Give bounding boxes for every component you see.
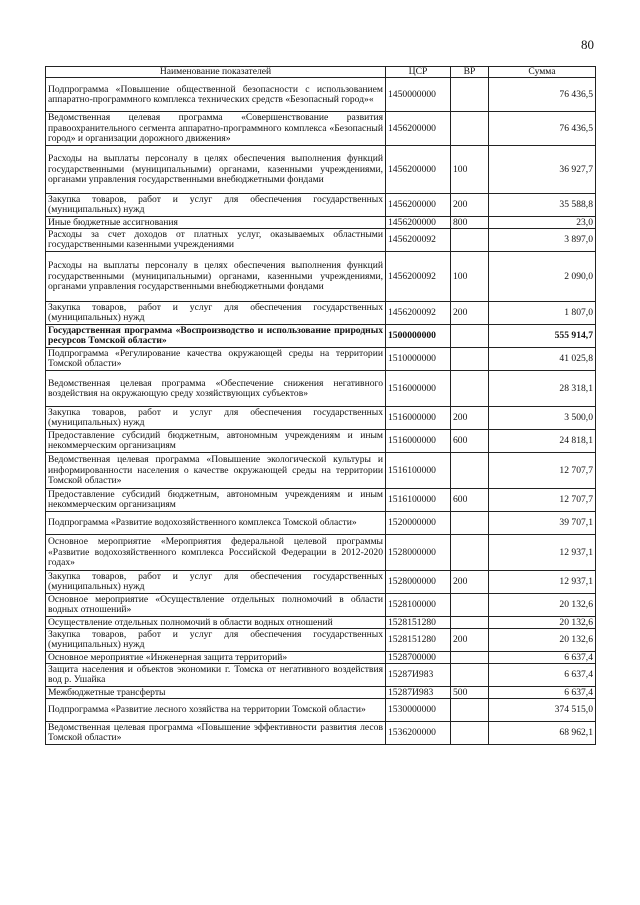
cell-csr: 1528000000 [386, 535, 451, 571]
column-header-csr: ЦСР [386, 67, 451, 78]
cell-name: Предоставление субсидий бюджетным, автономным учреждениям и иным некоммерческим организациям [46, 430, 386, 453]
cell-vr: 200 [451, 407, 489, 430]
page-number: 80 [581, 37, 594, 52]
table-row [46, 112, 596, 146]
cell-vr: 200 [451, 194, 489, 217]
cell-name: Подпрограмма «Регулирование качества окружающей среды на территории Томской области» [46, 348, 386, 371]
table-row [46, 629, 596, 652]
cell-sum: 12 937,1 [489, 535, 596, 571]
cell-csr: 1456200000 [386, 112, 451, 146]
cell-csr: 1516000000 [386, 430, 451, 453]
cell-sum: 36 927,7 [489, 146, 596, 194]
cell-name: Основное мероприятие «Осуществление отдельных полномочий в области водных отношений» [46, 594, 386, 617]
cell-name: Основное мероприятие «Инженерная защита территорий» [46, 652, 386, 664]
cell-csr: 1528100000 [386, 594, 451, 617]
cell-csr: 1528000000 [386, 571, 451, 594]
cell-sum: 1 807,0 [489, 302, 596, 325]
cell-vr: 100 [451, 146, 489, 194]
cell-csr: 1456200000 [386, 146, 451, 194]
cell-sum: 41 025,8 [489, 348, 596, 371]
cell-name: Государственная программа «Воспроизводство и использование природных ресурсов Томской области» [46, 325, 386, 348]
cell-vr [451, 722, 489, 745]
cell-sum: 20 132,6 [489, 629, 596, 652]
table-row [46, 571, 596, 594]
column-header-vr: ВР [451, 67, 489, 78]
cell-name: Закупка товаров, работ и услуг для обеспечения государственных (муниципальных) нужд [46, 302, 386, 325]
cell-name: Иные бюджетные ассигнования [46, 217, 386, 229]
cell-sum: 6 637,4 [489, 664, 596, 687]
cell-name: Подпрограмма «Повышение общественной безопасности с использованием аппаратно-программного комплекса технических средств «Безопасный город»« [46, 78, 386, 112]
cell-sum: 24 818,1 [489, 430, 596, 453]
cell-name: Расходы на выплаты персоналу в целях обеспечения выполнения функций государственными (муниципальными) органами, казенными учреждениями, органами управления государственными внебюджетными фондами [46, 252, 386, 302]
cell-name: Ведомственная целевая программа «Повышение эффективности развития лесов Томской области» [46, 722, 386, 745]
table-row [46, 146, 596, 194]
cell-vr [451, 664, 489, 687]
cell-sum: 28 318,1 [489, 371, 596, 407]
table-row [46, 617, 596, 629]
table-row [46, 302, 596, 325]
cell-name: Осуществление отдельных полномочий в области водных отношений [46, 617, 386, 629]
table-row [46, 535, 596, 571]
cell-sum: 3 897,0 [489, 229, 596, 252]
cell-name: Ведомственная целевая программа «Повышение экологической культуры и информированности населения о качестве окружающей среды на территории Томской области» [46, 453, 386, 489]
cell-name: Ведомственная целевая программа «Совершенствование развития правоохранительного сегмента аппаратно-программного комплекса «Безопасный город» и организации дорожного движения» [46, 112, 386, 146]
cell-vr [451, 699, 489, 722]
cell-name: Закупка товаров, работ и услуг для обеспечения государственных (муниципальных) нужд [46, 407, 386, 430]
cell-csr: 1516000000 [386, 371, 451, 407]
cell-vr: 200 [451, 302, 489, 325]
cell-csr: 1456200092 [386, 302, 451, 325]
cell-vr [451, 512, 489, 535]
cell-vr: 600 [451, 430, 489, 453]
cell-sum: 39 707,1 [489, 512, 596, 535]
cell-sum: 3 500,0 [489, 407, 596, 430]
cell-csr: 1456200000 [386, 217, 451, 229]
cell-name: Основное мероприятие «Мероприятия федеральной целевой программы «Развитие водохозяйственного комплекса Российской Федерации в 2012-2020 годах» [46, 535, 386, 571]
cell-name: Расходы за счет доходов от платных услуг, оказываемых областными государственными казенными учреждениями [46, 229, 386, 252]
cell-vr: 500 [451, 687, 489, 699]
cell-csr: 1500000000 [386, 325, 451, 348]
table-row [46, 512, 596, 535]
cell-vr [451, 617, 489, 629]
cell-vr: 200 [451, 629, 489, 652]
column-header-sum: Сумма [489, 67, 596, 78]
cell-vr [451, 229, 489, 252]
table-row [46, 489, 596, 512]
cell-csr: 1528700000 [386, 652, 451, 664]
cell-name: Ведомственная целевая программа «Обеспечение снижения негативного воздействия на окружающую среду хозяйствующих субъектов» [46, 371, 386, 407]
table-row [46, 371, 596, 407]
table-row [46, 252, 596, 302]
cell-csr: 1456200092 [386, 252, 451, 302]
cell-name: Предоставление субсидий бюджетным, автономным учреждениям и иным некоммерческим организациям [46, 489, 386, 512]
cell-sum: 35 588,8 [489, 194, 596, 217]
table-row [46, 722, 596, 745]
cell-sum: 20 132,6 [489, 594, 596, 617]
cell-name: Подпрограмма «Развитие лесного хозяйства на территории Томской области» [46, 699, 386, 722]
table-row [46, 194, 596, 217]
cell-csr: 1516100000 [386, 489, 451, 512]
table-row [46, 699, 596, 722]
table-row [46, 430, 596, 453]
cell-csr: 1528151280 [386, 617, 451, 629]
table-row [46, 325, 596, 348]
table-row [46, 229, 596, 252]
cell-vr: 100 [451, 252, 489, 302]
cell-sum: 23,0 [489, 217, 596, 229]
cell-sum: 555 914,7 [489, 325, 596, 348]
cell-csr: 15287И983 [386, 664, 451, 687]
cell-csr: 1450000000 [386, 78, 451, 112]
table-row [46, 594, 596, 617]
cell-csr: 1510000000 [386, 348, 451, 371]
cell-sum: 76 436,5 [489, 112, 596, 146]
table-body [46, 78, 596, 745]
cell-csr: 1456200000 [386, 194, 451, 217]
cell-vr [451, 78, 489, 112]
cell-name: Закупка товаров, работ и услуг для обеспечения государственных (муниципальных) нужд [46, 194, 386, 217]
cell-sum: 2 090,0 [489, 252, 596, 302]
cell-vr [451, 348, 489, 371]
cell-csr: 1520000000 [386, 512, 451, 535]
cell-name: Расходы на выплаты персоналу в целях обеспечения выполнения функций государственными (муниципальными) органами, казенными учреждениями, органами управления государственными внебюджетными фондами [46, 146, 386, 194]
cell-csr: 1516000000 [386, 407, 451, 430]
cell-sum: 374 515,0 [489, 699, 596, 722]
cell-sum: 6 637,4 [489, 687, 596, 699]
cell-csr: 1536200000 [386, 722, 451, 745]
cell-csr: 1516100000 [386, 453, 451, 489]
column-header-name: Наименование показателей [46, 67, 386, 78]
cell-vr: 600 [451, 489, 489, 512]
table-row [46, 78, 596, 112]
cell-sum: 12 707,7 [489, 489, 596, 512]
cell-vr [451, 112, 489, 146]
cell-sum: 20 132,6 [489, 617, 596, 629]
cell-vr [451, 652, 489, 664]
cell-csr: 1530000000 [386, 699, 451, 722]
table-header-row [46, 67, 596, 78]
cell-csr: 1528151280 [386, 629, 451, 652]
table-row [46, 652, 596, 664]
table-row [46, 453, 596, 489]
table-row [46, 407, 596, 430]
cell-sum: 6 637,4 [489, 652, 596, 664]
table-row [46, 687, 596, 699]
cell-name: Защита населения и объектов экономики г. Томска от негативного воздействия вод р. Ушайка [46, 664, 386, 687]
cell-sum: 12 707,7 [489, 453, 596, 489]
budget-table [45, 66, 596, 745]
table-row [46, 217, 596, 229]
cell-vr: 800 [451, 217, 489, 229]
cell-name: Межбюджетные трансферты [46, 687, 386, 699]
cell-sum: 68 962,1 [489, 722, 596, 745]
cell-vr: 200 [451, 571, 489, 594]
cell-csr: 15287И983 [386, 687, 451, 699]
cell-name: Закупка товаров, работ и услуг для обеспечения государственных (муниципальных) нужд [46, 571, 386, 594]
cell-name: Подпрограмма «Развитие водохозяйственного комплекса Томской области» [46, 512, 386, 535]
cell-vr [451, 453, 489, 489]
cell-name: Закупка товаров, работ и услуг для обеспечения государственных (муниципальных) нужд [46, 629, 386, 652]
cell-sum: 12 937,1 [489, 571, 596, 594]
table-row [46, 664, 596, 687]
table-row [46, 348, 596, 371]
cell-sum: 76 436,5 [489, 78, 596, 112]
cell-vr [451, 371, 489, 407]
cell-csr: 1456200092 [386, 229, 451, 252]
cell-vr [451, 535, 489, 571]
cell-vr [451, 325, 489, 348]
cell-vr [451, 594, 489, 617]
